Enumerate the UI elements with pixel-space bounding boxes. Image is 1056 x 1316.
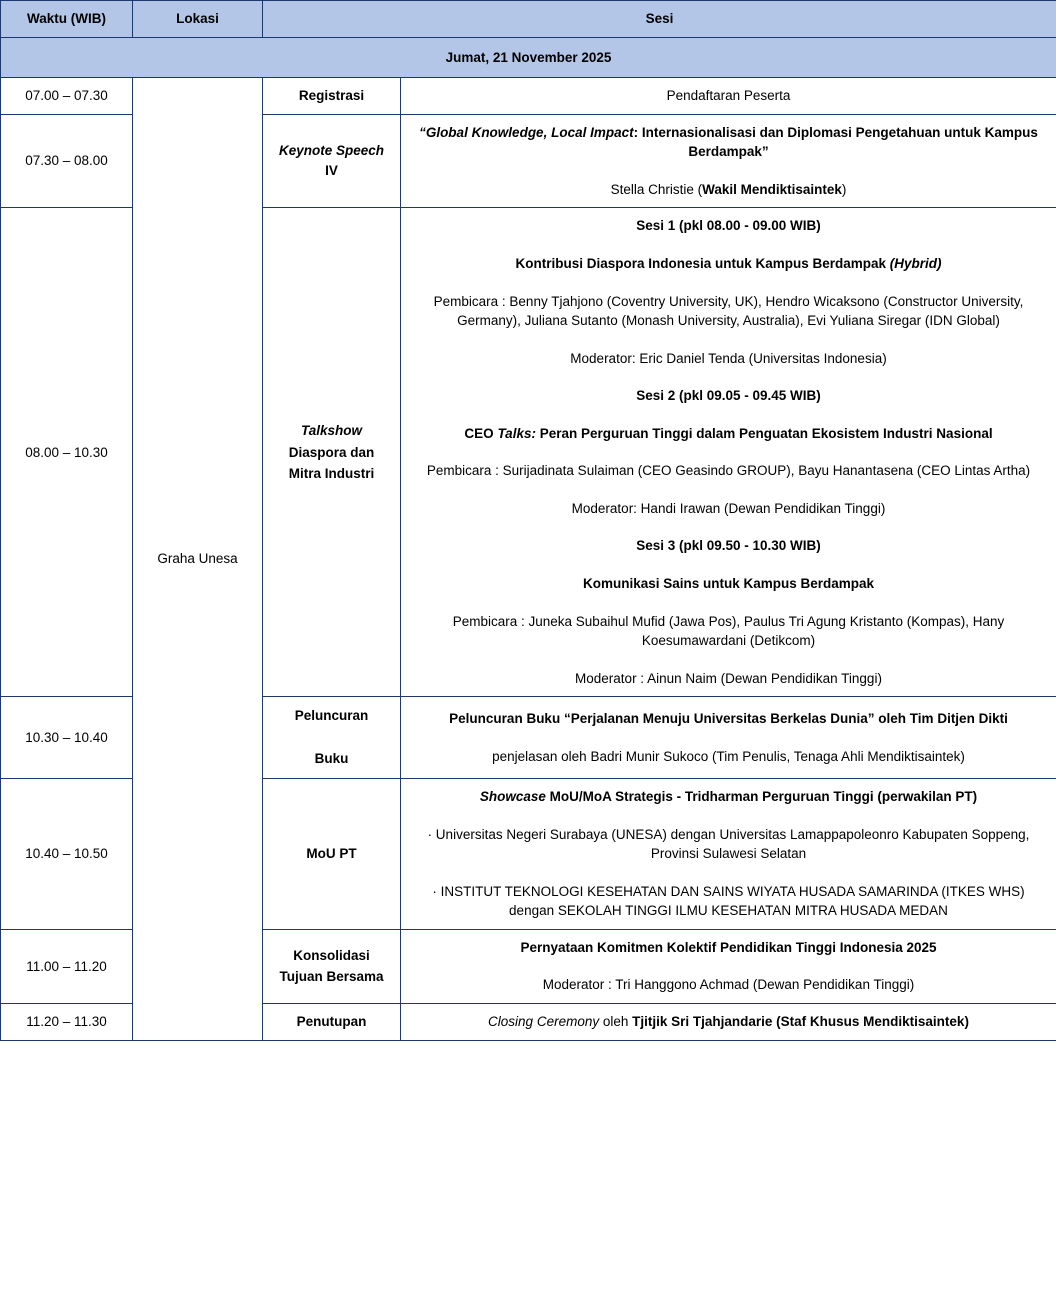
session-body-cell <box>401 697 1056 779</box>
text-segment: Peluncuran Buku “Perjalanan Menuju Universitas Berkelas Dunia” oleh Tim Ditjen Dikti <box>449 711 1008 727</box>
text-segment: “Global Knowledge, Local Impact <box>419 124 634 140</box>
column-header-lokasi: Lokasi <box>133 1 263 38</box>
column-header-waktu: Waktu (WIB) <box>1 1 133 38</box>
session-paragraph <box>411 180 1046 200</box>
text-segment: Stella Christie ( <box>610 181 703 197</box>
session-label-line: Talkshow <box>300 422 362 438</box>
session-label-cell: Registrasi <box>263 78 401 115</box>
text-segment: MoU/MoA Strategis - Tridharman Perguruan Tinggi (perwakilan PT) <box>549 789 978 805</box>
session-label-cell <box>263 697 401 779</box>
text-segment: (Hybrid) <box>889 255 942 271</box>
text-segment: Peran Perguruan Tinggi dalam Penguatan Ekosistem Industri Nasional <box>535 425 993 441</box>
text-segment: Komunikasi Sains untuk Kampus Berdampak <box>582 576 875 591</box>
session-paragraph <box>411 1012 1046 1032</box>
session-body-cell <box>401 114 1056 208</box>
session-paragraph <box>411 123 1046 162</box>
day-banner-row <box>1 37 1056 78</box>
text-segment: Pembicara : Benny Tjahjono (Coventry University, UK), Hendro Wicaksono (Constructor University, Germany), Juliana Sutanto (Monash University, Australia), Evi Yuliana Siregar (IDN Global) <box>433 293 1024 329</box>
session-label-lines <box>273 945 390 988</box>
session-paragraph <box>411 254 1046 274</box>
text-segment: Pembicara : Surijadinata Sulaiman (CEO Geasindo GROUP), Bayu Hanantasena (CEO Lintas Artha) <box>426 463 1031 479</box>
day-banner: Jumat, 21 November 2025 <box>1 37 1056 78</box>
text-segment: Pembicara : Juneka Subaihul Mufid (Jawa Pos), Paulus Tri Agung Kristanto (Kompas), Hany Koesumawardani (Detikcom) <box>452 613 1005 649</box>
session-paragraph <box>411 349 1046 369</box>
session-label-line: Diaspora dan <box>288 444 375 460</box>
session-paragraph <box>411 216 1046 236</box>
session-body-cell <box>401 929 1056 1003</box>
text-segment: Keynote Speech <box>278 143 385 159</box>
session-paragraph <box>411 424 1046 444</box>
session-label-cell: Penutupan <box>263 1003 401 1040</box>
session-label-line: Buku <box>314 751 349 767</box>
text-segment: Moderator : Tri Hanggono Achmad (Dewan Pendidikan Tinggi) <box>542 977 915 993</box>
time-cell: 08.00 – 10.30 <box>1 208 133 697</box>
session-paragraph <box>411 747 1046 767</box>
text-segment: Closing Ceremony <box>488 1013 603 1029</box>
text-segment: · INSTITUT TEKNOLOGI KESEHATAN DAN SAINS WIYATA HUSADA SAMARINDA (ITKES WHS) dengan SEKOLAH TINGGI ILMU KESEHATAN MITRA HUSADA MEDAN <box>432 883 1025 919</box>
time-cell: 10.30 – 10.40 <box>1 697 133 779</box>
table-header-row <box>1 1 1056 38</box>
column-header-sesi: Sesi <box>263 1 1056 38</box>
session-label-cell <box>263 208 401 697</box>
session-paragraph <box>411 386 1046 406</box>
text-segment: Wakil Mendiktisaintek <box>702 181 842 197</box>
table-header <box>1 1 1056 38</box>
text-segment: oleh <box>602 1013 633 1029</box>
text-segment: Showcase <box>479 789 550 805</box>
session-label-cell <box>263 114 401 208</box>
session-paragraph <box>411 938 1046 958</box>
time-cell: 11.00 – 11.20 <box>1 929 133 1003</box>
text-segment: CEO <box>464 425 498 441</box>
text-segment: IV <box>325 163 338 179</box>
session-paragraph <box>411 709 1046 729</box>
session-paragraph <box>411 612 1046 651</box>
session-label-line: Konsolidasi <box>293 947 370 963</box>
text-segment: Pendaftaran Peserta <box>666 88 791 104</box>
time-cell: 10.40 – 10.50 <box>1 779 133 930</box>
text-segment: Moderator: Eric Daniel Tenda (Universitas Indonesia) <box>570 350 887 366</box>
session-body-cell <box>401 78 1056 115</box>
text-segment: Moderator: Handi Irawan (Dewan Pendidikan Tinggi) <box>571 500 886 516</box>
session-paragraph <box>411 536 1046 556</box>
text-segment: Sesi 2 (pkl 09.05 - 09.45 WIB) <box>636 388 821 404</box>
session-paragraph <box>411 499 1046 519</box>
text-segment: Pernyataan Komitmen Kolektif Pendidikan Tinggi Indonesia 2025 <box>520 939 937 955</box>
session-body-cell <box>401 1003 1056 1040</box>
session-paragraph <box>411 292 1046 331</box>
session-label-cell: MoU PT <box>263 779 401 930</box>
text-segment: Talks: <box>497 425 536 441</box>
session-label-line: Tujuan Bersama <box>279 969 384 985</box>
session-label-line: Mitra Industri <box>288 466 375 482</box>
session-paragraph <box>411 975 1046 995</box>
session-paragraph <box>411 574 1046 594</box>
text-segment: Tjitjik Sri Tjahjandarie (Staf Khusus Mendiktisaintek) <box>632 1013 969 1029</box>
session-label-line <box>273 727 390 749</box>
session-paragraph <box>411 882 1046 921</box>
text-segment: · Universitas Negeri Surabaya (UNESA) dengan Universitas Lamappapoleonro Kabupaten Soppeng, Provinsi Sulawesi Selatan <box>427 826 1030 862</box>
session-paragraph <box>411 825 1046 864</box>
session-paragraph <box>411 669 1046 689</box>
session-paragraph <box>411 86 1046 106</box>
session-paragraph <box>411 461 1046 481</box>
text-segment: Sesi 1 (pkl 08.00 - 09.00 WIB) <box>636 218 821 234</box>
session-paragraph <box>411 787 1046 807</box>
session-label-cell <box>263 929 401 1003</box>
time-cell: 07.00 – 07.30 <box>1 78 133 115</box>
text-segment: Moderator : Ainun Naim (Dewan Pendidikan Tinggi) <box>575 670 882 686</box>
session-body-cell <box>401 779 1056 930</box>
table-row <box>1 78 1056 115</box>
session-body-cell <box>401 208 1056 697</box>
text-segment: penjelasan oleh Badri Munir Sukoco (Tim Penulis, Tenaga Ahli Mendiktisaintek) <box>492 748 965 764</box>
session-label-lines <box>273 420 390 485</box>
venue-cell: Graha Unesa <box>133 78 263 1040</box>
text-segment: : Internasionalisasi dan Diplomasi Pengetahuan untuk Kampus Berdampak” <box>633 124 1038 160</box>
time-cell: 11.20 – 11.30 <box>1 1003 133 1040</box>
table-body <box>1 37 1056 1040</box>
text-segment: ) <box>841 181 847 197</box>
text-segment: Sesi 3 (pkl 09.50 - 10.30 WIB) <box>636 538 821 554</box>
text-segment: Kontribusi Diaspora Indonesia untuk Kampus Berdampak <box>515 255 890 271</box>
session-label-lines <box>273 705 390 770</box>
session-label-line: Peluncuran <box>294 708 369 724</box>
time-cell: 07.30 – 08.00 <box>1 114 133 208</box>
